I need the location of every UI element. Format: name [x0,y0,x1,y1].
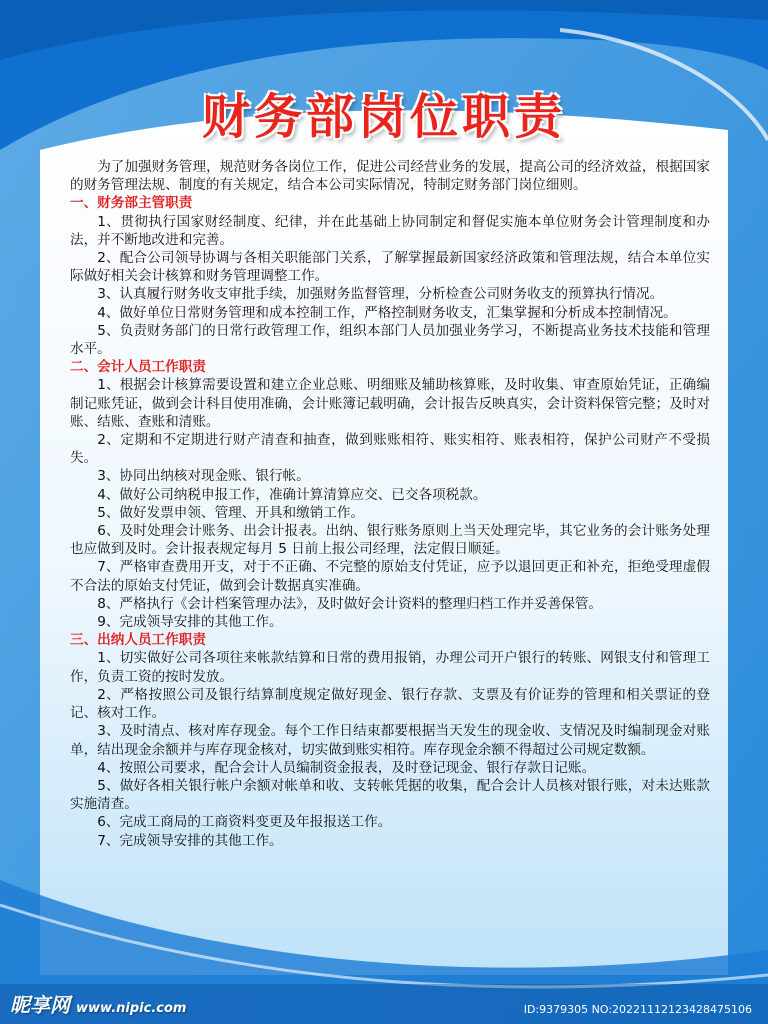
list-item: 7、完成领导安排的其他工作。 [97,832,283,849]
image-id-text: ID:9379305 NO:20221112123428475106 [523,1003,752,1016]
list-item: 1、根据会计核算需要设置和建立企业总账、明细账及辅助核算账，及时收集、审查原始凭证，正确编制记账凭证，做到会计科目使用准确，会计账簿记载明确，会计报告反映真实，会计资料保管完整；及时对账、结账、查账和清账。 [70,377,710,430]
watermark-logo [10,989,186,1018]
logo-url: www.nipic.com [76,1001,187,1016]
list-item: 2、定期和不定期进行财产清查和抽查，做到账账相符、账实相符、账表相符，保护公司财产不受损失。 [70,432,710,467]
list-item: 2、严格按照公司及银行结算制度规定做好现金、银行存款、支票及有价证券的管理和相关票证的登记、核对工作。 [70,686,710,722]
list-item: 3、协同出纳核对现金账、银行帐。 [97,468,310,485]
list-item: 8、严格执行《会计档案管理办法》，及时做好会计资料的整理归档工作并妥善保管。 [97,595,603,612]
document-body [70,158,710,850]
list-item: 6、完成工商局的工商资料变更及年报报送工作。 [97,814,392,831]
section-heading: 一、财务部主管职责 [70,195,193,212]
footer-bar [0,984,768,1024]
list-item: 1、贯彻执行国家财经制度、纪律，并在此基础上协同制定和督促实施本单位财务会计管理制度和办法，并不断地改进和完善。 [70,213,710,248]
list-item: 5、做好各相关银行帐户余额对帐单和收、支转帐凭据的收集，配合会计人员核对银行账，对未达账款实施清查。 [70,777,710,813]
list-item: 3、及时清点、核对库存现金。每个工作日结束都要根据当天发生的现金收、支情况及时编制现金对账单，结出现金余额并与库存现金核对，切实做到账实相符。库存现金余额不得超过公司规定数额。 [70,723,710,758]
list-item: 1、切实做好公司各项往来帐款结算和日常的费用报销，办理公司开户银行的转账、网银支付和管理工作，负责工资的按时发放。 [70,650,710,685]
intro-paragraph: 为了加强财务管理，规范财务各岗位工作，促进公司经营业务的发展，提高公司的经济效益，根据国家的财务管理法规、制度的有关规定，结合本公司实际情况，特制定财务部门岗位细则。 [70,159,710,194]
section-heading: 二、会计人员工作职责 [70,359,206,376]
logo-text: 昵享网 [10,993,70,1017]
section-heading: 三、出纳人员工作职责 [70,632,206,649]
list-item: 3、认真履行财务收支审批手续，加强财务监督管理，分析检查公司财务收支的预算执行情况。 [97,286,664,303]
list-item: 4、做好公司纳税申报工作，准确计算清算应交、已交各项税款。 [97,486,487,503]
list-item: 6、及时处理会计账务、出会计报表。出纳、银行账务原则上当天处理完毕，其它业务的会计账务处理也应做到及时。会计报表规定每月 5 日前上报公司经理，法定假日顺延。 [70,523,710,558]
page-title: 财务部岗位职责 [201,89,566,145]
list-item: 5、做好发票申领、管理、开具和缴销工作。 [97,504,365,521]
list-item: 4、做好单位日常财务管理和成本控制工作，严格控制财务收支，汇集掌握和分析成本控制情况。 [97,304,677,321]
list-item: 2、配合公司领导协调与各相关职能部门关系，了解掌握最新国家经济政策和管理法规，结合本单位实际做好相关会计核算和财务管理调整工作。 [70,250,710,285]
list-item: 9、完成领导安排的其他工作。 [97,614,283,631]
list-item: 7、严格审查费用开支，对于不正确、不完整的原始支付凭证，应予以退回更正和补充，拒绝受理虚假不合法的原始支付凭证，做到会计数据真实准确。 [70,559,710,594]
list-item: 4、按照公司要求，配合会计人员编制资金报表，及时登记现金、银行存款日记账。 [97,759,596,776]
list-item: 5、负责财务部门的日常行政管理工作，组织本部门人员加强业务学习，不断提高业务技术技能和管理水平。 [70,322,710,358]
